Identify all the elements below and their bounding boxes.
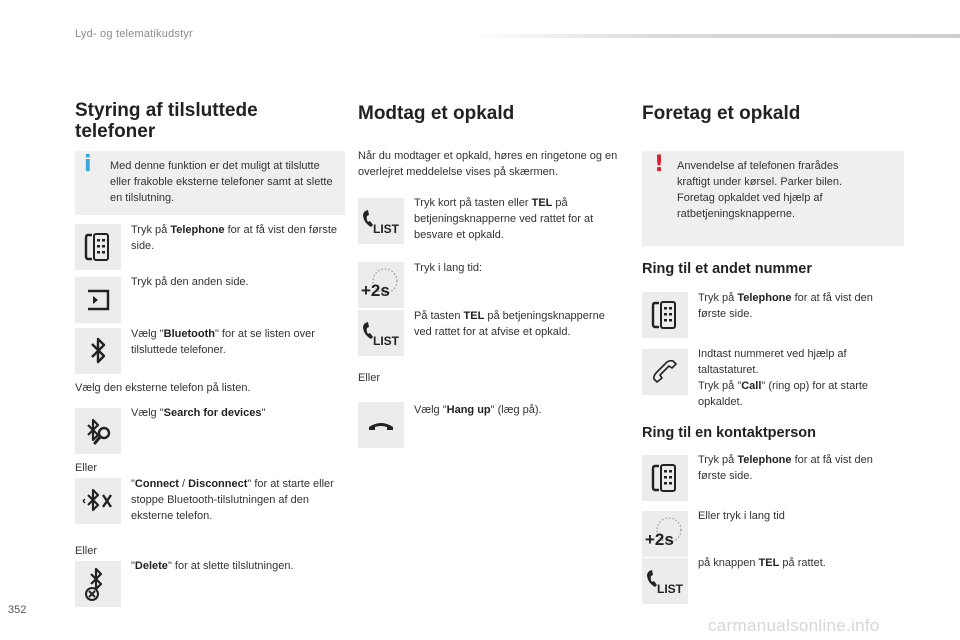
info-icon: i — [84, 152, 92, 177]
telephone-icon — [642, 455, 688, 501]
section-title-manage-phones: Styring af tilsluttede telefoner — [75, 100, 258, 142]
watermark: carmanualsonline.info — [708, 616, 880, 635]
other-number-step-dial: Indtast nummeret ved hjælp af taltastaturet. Tryk på "Call" (ring op) for at starte opkaldet. — [698, 348, 869, 408]
manage-or-2: Eller — [75, 545, 98, 557]
telephone-icon — [642, 292, 688, 338]
next-page-icon — [75, 277, 121, 323]
list-tel-button-icon — [358, 310, 404, 356]
search-devices-icon — [75, 408, 121, 454]
telephone-icon — [75, 224, 121, 270]
section-title-receive-call: Modtag et opkald — [358, 103, 515, 124]
page-number: 352 — [8, 604, 27, 616]
connect-disconnect-icon — [75, 478, 121, 524]
contact-step-tel-button: på knappen TEL på rattet. — [698, 557, 826, 569]
warning-icon: ! — [654, 152, 665, 177]
warning-text: Anvendelse af telefonen frarådes kraftigt under kørsel. Parker bilen. Foretag opkaldet ved hjælp af ratbetjeningsknapperne. — [677, 160, 843, 220]
receive-step-hang-up: Vælg "Hang up" (læg på). — [414, 404, 542, 416]
svg-text:+2s: +2s — [361, 281, 390, 300]
svg-text:LIST: LIST — [373, 334, 399, 348]
svg-text:+2s: +2s — [645, 530, 674, 549]
other-number-step-telephone: Tryk på Telephone for at få vist den første side. — [698, 292, 873, 320]
warning-box — [642, 151, 904, 246]
svg-text:LIST: LIST — [373, 222, 399, 236]
receive-or: Eller — [358, 372, 381, 384]
info-box — [75, 151, 345, 215]
info-text: Med denne funktion er det muligt at tilslutte eller frakoble eksterne telefoner samt at slette en tilslutning. — [110, 160, 333, 204]
running-header: Lyd- og telematikudstyr — [75, 28, 193, 40]
header-rule — [470, 34, 960, 38]
receive-intro: Når du modtager et opkald, høres en ringetone og en overlejret meddelelse vises på skærmen. — [358, 150, 618, 178]
contact-step-telephone: Tryk på Telephone for at få vist den første side. — [698, 454, 873, 482]
manage-select-phone: Vælg den eksterne telefon på listen. — [75, 382, 251, 394]
list-tel-button-icon — [358, 198, 404, 244]
manage-step-delete: "Delete" for at slette tilslutningen. — [131, 560, 294, 572]
call-handset-icon — [642, 349, 688, 395]
section-title-make-call: Foretag et opkald — [642, 103, 801, 124]
manage-or-1: Eller — [75, 462, 98, 474]
long-press-icon — [642, 511, 688, 557]
list-tel-button-icon — [642, 558, 688, 604]
manage-step-next-page: Tryk på den anden side. — [131, 276, 249, 288]
delete-connection-icon — [75, 561, 121, 607]
hang-up-icon — [358, 402, 404, 448]
receive-step-short-press: Tryk kort på tasten eller TEL på betjeningsknapperne ved rattet for at besvare et opkald. — [414, 197, 594, 241]
subsection-other-number: Ring til et andet nummer — [642, 261, 812, 277]
column-manage-phones — [75, 100, 345, 142]
contact-step-long-press: Eller tryk i lang tid — [698, 510, 785, 522]
receive-step-long-press: Tryk i lang tid: — [414, 262, 483, 274]
manage-step-bluetooth: Vælg "Bluetooth" for at se listen over tilsluttede telefoner. — [131, 328, 315, 356]
receive-step-reject: På tasten TEL på betjeningsknapperne ved rattet for at afvise et opkald. — [414, 310, 605, 338]
manage-step-connect: "Connect / Disconnect" for at starte eller stoppe Bluetooth-tilslutningen af den eksterne telefon. — [131, 478, 334, 522]
bluetooth-icon — [75, 328, 121, 374]
svg-text:LIST: LIST — [657, 582, 683, 596]
manage-step-telephone: Tryk på Telephone for at få vist den første side. — [131, 224, 338, 252]
long-press-icon — [358, 262, 404, 308]
subsection-contact: Ring til en kontaktperson — [642, 425, 817, 441]
manage-step-search: Vælg "Search for devices" — [131, 407, 266, 419]
